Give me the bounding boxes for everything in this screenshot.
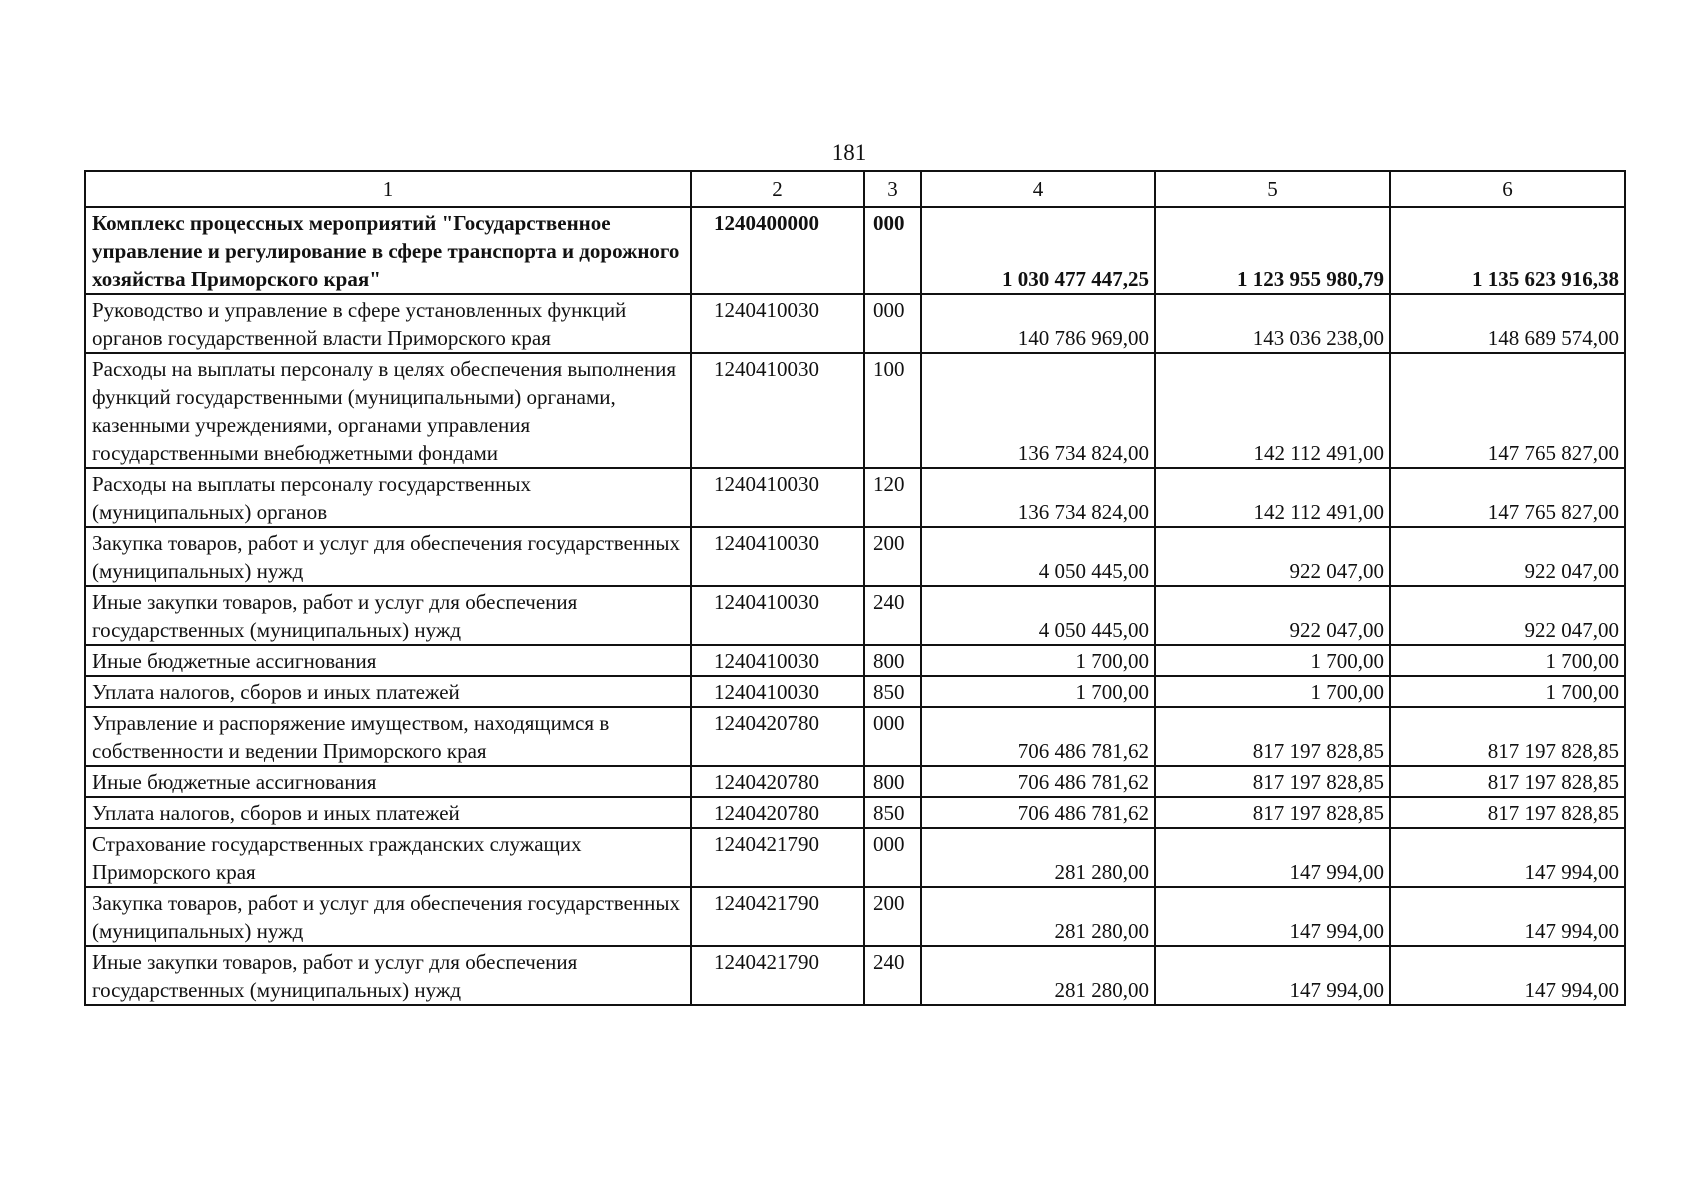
row-name: Руководство и управление в сфере установленных функций органов государственной власти Приморского края (85, 294, 691, 353)
row-value: 1 700,00 (1155, 645, 1390, 676)
row-name: Закупка товаров, работ и услуг для обеспечения государственных (муниципальных) нужд (85, 887, 691, 946)
row-name: Расходы на выплаты персоналу государственных (муниципальных) органов (85, 468, 691, 527)
row-value: 147 994,00 (1155, 887, 1390, 946)
row-value: 147 994,00 (1390, 946, 1625, 1005)
row-value: 817 197 828,85 (1155, 797, 1390, 828)
table-row (85, 353, 1625, 468)
row-value: 136 734 824,00 (921, 468, 1155, 527)
row-value: 1 135 623 916,38 (1390, 207, 1625, 294)
table-row (85, 527, 1625, 586)
row-value: 922 047,00 (1155, 527, 1390, 586)
row-value: 4 050 445,00 (921, 586, 1155, 645)
column-header: 6 (1390, 171, 1625, 207)
row-type: 100 (864, 353, 921, 468)
row-code: 1240420780 (691, 707, 864, 766)
row-value: 147 994,00 (1390, 828, 1625, 887)
row-code: 1240410030 (691, 468, 864, 527)
column-header: 1 (85, 171, 691, 207)
row-value: 817 197 828,85 (1155, 766, 1390, 797)
row-code: 1240410030 (691, 527, 864, 586)
row-name: Иные закупки товаров, работ и услуг для обеспечения государственных (муниципальных) нужд (85, 586, 691, 645)
column-header: 2 (691, 171, 864, 207)
page-number: 181 (831, 140, 867, 165)
row-type: 240 (864, 946, 921, 1005)
row-name: Уплата налогов, сборов и иных платежей (85, 797, 691, 828)
row-type: 800 (864, 766, 921, 797)
row-value: 817 197 828,85 (1390, 766, 1625, 797)
row-value: 1 700,00 (921, 676, 1155, 707)
budget-table (84, 170, 1626, 1006)
column-header: 4 (921, 171, 1155, 207)
row-code: 1240410030 (691, 294, 864, 353)
row-value: 922 047,00 (1390, 586, 1625, 645)
row-value: 281 280,00 (921, 828, 1155, 887)
row-code: 1240410030 (691, 353, 864, 468)
row-type: 800 (864, 645, 921, 676)
row-value: 706 486 781,62 (921, 766, 1155, 797)
row-code: 1240420780 (691, 797, 864, 828)
table-row (85, 645, 1625, 676)
row-name: Закупка товаров, работ и услуг для обеспечения государственных (муниципальных) нужд (85, 527, 691, 586)
row-type: 000 (864, 707, 921, 766)
row-value: 143 036 238,00 (1155, 294, 1390, 353)
table-row (85, 797, 1625, 828)
row-value: 142 112 491,00 (1155, 353, 1390, 468)
table-row (85, 887, 1625, 946)
row-value: 147 765 827,00 (1390, 468, 1625, 527)
row-value: 922 047,00 (1155, 586, 1390, 645)
row-value: 1 700,00 (1390, 676, 1625, 707)
row-type: 200 (864, 887, 921, 946)
table-row (85, 707, 1625, 766)
row-code: 1240410030 (691, 645, 864, 676)
header-row (85, 171, 1625, 207)
row-name: Иные бюджетные ассигнования (85, 766, 691, 797)
row-name: Управление и распоряжение имуществом, находящимся в собственности и ведении Приморского края (85, 707, 691, 766)
table-row (85, 586, 1625, 645)
row-type: 240 (864, 586, 921, 645)
row-type: 000 (864, 828, 921, 887)
row-value: 1 030 477 447,25 (921, 207, 1155, 294)
row-value: 922 047,00 (1390, 527, 1625, 586)
row-type: 120 (864, 468, 921, 527)
row-type: 000 (864, 294, 921, 353)
row-value: 140 786 969,00 (921, 294, 1155, 353)
table-row (85, 468, 1625, 527)
table-row (85, 946, 1625, 1005)
row-value: 817 197 828,85 (1155, 707, 1390, 766)
row-value: 706 486 781,62 (921, 797, 1155, 828)
row-value: 1 123 955 980,79 (1155, 207, 1390, 294)
row-value: 706 486 781,62 (921, 707, 1155, 766)
row-value: 1 700,00 (1390, 645, 1625, 676)
row-code: 1240421790 (691, 828, 864, 887)
row-code: 1240421790 (691, 887, 864, 946)
row-code: 1240421790 (691, 946, 864, 1005)
row-value: 147 994,00 (1155, 828, 1390, 887)
row-name: Уплата налогов, сборов и иных платежей (85, 676, 691, 707)
row-value: 147 765 827,00 (1390, 353, 1625, 468)
table-row (85, 766, 1625, 797)
row-value: 281 280,00 (921, 946, 1155, 1005)
row-value: 136 734 824,00 (921, 353, 1155, 468)
table-row (85, 294, 1625, 353)
table-row (85, 676, 1625, 707)
row-code: 1240420780 (691, 766, 864, 797)
row-name: Иные бюджетные ассигнования (85, 645, 691, 676)
row-code: 1240410030 (691, 676, 864, 707)
row-value: 817 197 828,85 (1390, 707, 1625, 766)
row-name: Страхование государственных гражданских служащих Приморского края (85, 828, 691, 887)
column-header: 3 (864, 171, 921, 207)
row-type: 000 (864, 207, 921, 294)
row-name: Расходы на выплаты персоналу в целях обеспечения выполнения функций государственными (муниципальными) органами, казенными учреждениями, органами управления государственными внебюджетными фондами (85, 353, 691, 468)
row-type: 200 (864, 527, 921, 586)
row-type: 850 (864, 676, 921, 707)
row-value: 147 994,00 (1155, 946, 1390, 1005)
row-name: Иные закупки товаров, работ и услуг для обеспечения государственных (муниципальных) нужд (85, 946, 691, 1005)
row-name: Комплекс процессных мероприятий "Государственное управление и регулирование в сфере транспорта и дорожного хозяйства Приморского края" (85, 207, 691, 294)
row-value: 281 280,00 (921, 887, 1155, 946)
row-value: 1 700,00 (921, 645, 1155, 676)
table-row (85, 207, 1625, 294)
row-code: 1240400000 (691, 207, 864, 294)
row-code: 1240410030 (691, 586, 864, 645)
table-row (85, 828, 1625, 887)
row-value: 817 197 828,85 (1390, 797, 1625, 828)
row-value: 4 050 445,00 (921, 527, 1155, 586)
row-value: 142 112 491,00 (1155, 468, 1390, 527)
column-header: 5 (1155, 171, 1390, 207)
row-value: 148 689 574,00 (1390, 294, 1625, 353)
row-value: 1 700,00 (1155, 676, 1390, 707)
row-value: 147 994,00 (1390, 887, 1625, 946)
row-type: 850 (864, 797, 921, 828)
